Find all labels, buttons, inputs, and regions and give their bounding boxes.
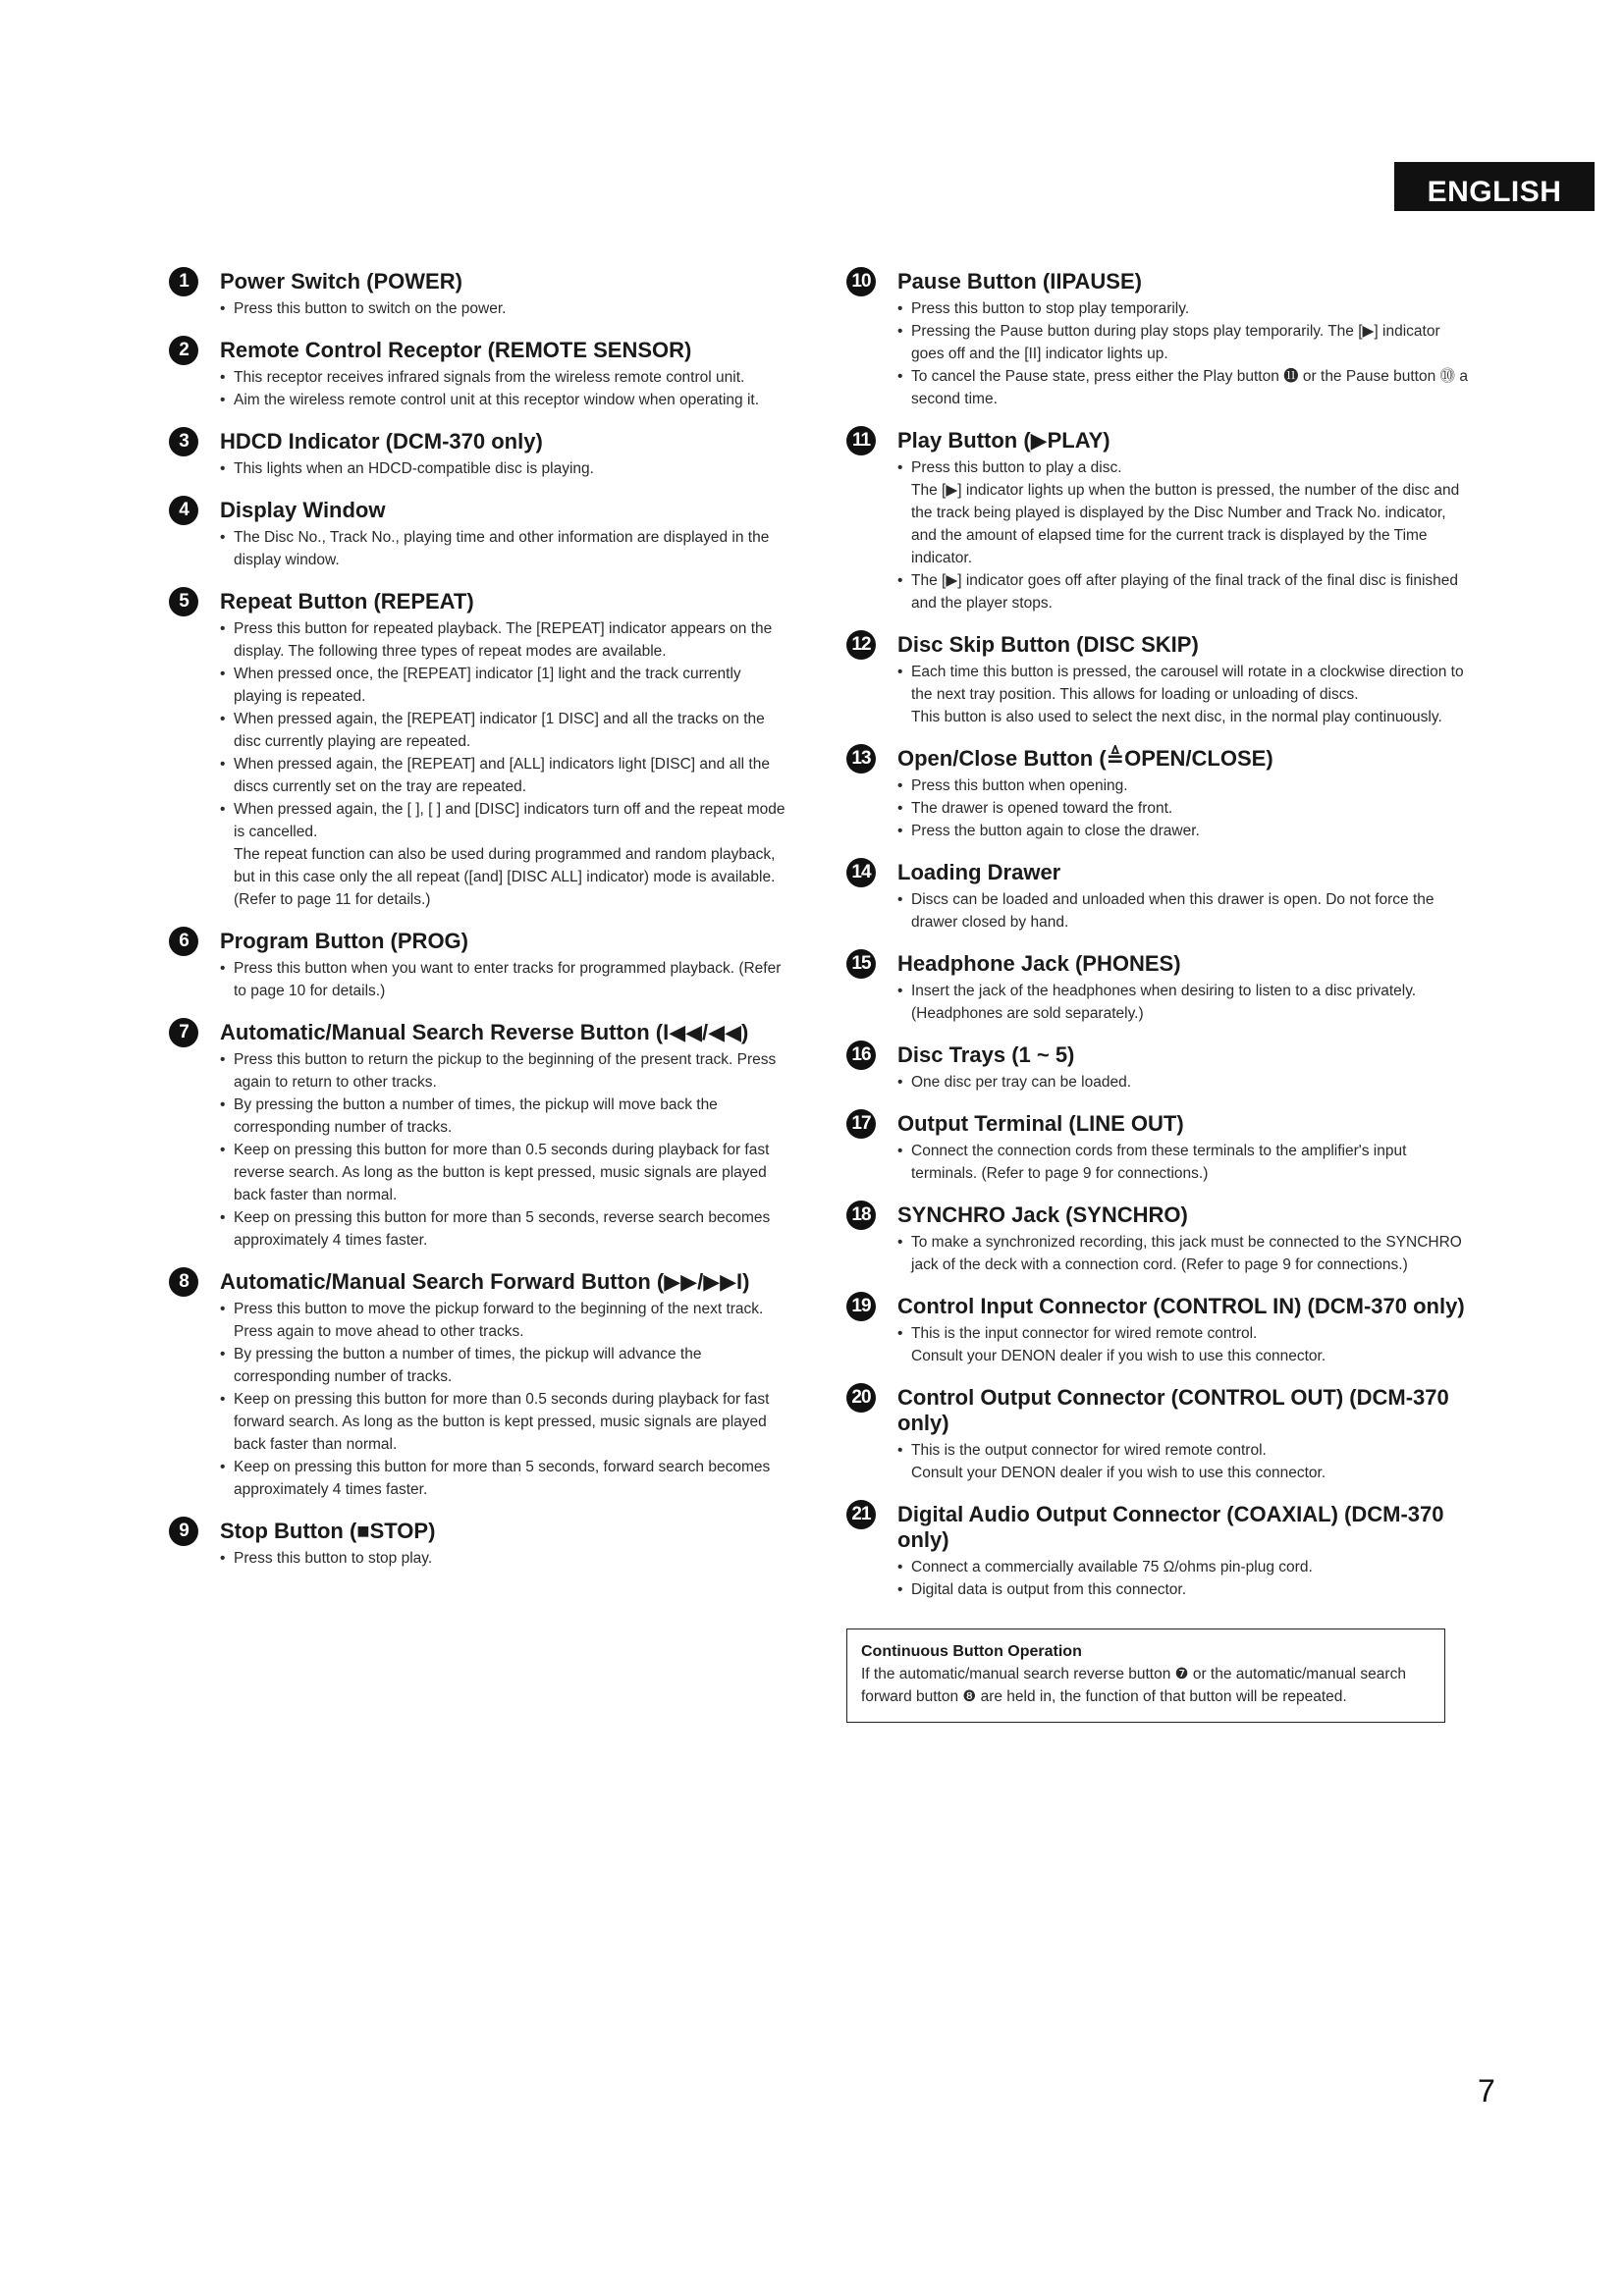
feature-description	[897, 456, 1475, 614]
feature-title: Control Input Connector (CONTROL IN) (DCM-370 only)	[897, 1294, 1465, 1318]
continuation-line: The [▶] indicator lights up when the button is pressed, the number of the disc and the track being played is displayed by the Disc Number and Track No. indicator, and the amount of elapsed time for the current track is displayed by the Time indicator.	[911, 482, 1460, 566]
feature-title: Power Switch (POWER)	[220, 269, 462, 294]
feature-header	[846, 1109, 1475, 1137]
bullet-line: • This is the output connector for wired remote control.	[897, 1439, 1475, 1462]
feature-item	[846, 1109, 1475, 1185]
feature-item	[169, 427, 793, 480]
right-column	[846, 267, 1475, 1723]
feature-item	[169, 1517, 793, 1570]
note-text: If the automatic/manual search reverse button ❼ or the automatic/manual search forward button ❽ are held in, the function of that button will be repeated.	[861, 1666, 1406, 1705]
feature-title: Pause Button (IIPAUSE)	[897, 269, 1142, 294]
feature-item	[169, 336, 793, 411]
bullet-line: • Press this button to return the pickup to the beginning of the present track. Press again to return to other tracks.	[220, 1048, 793, 1094]
bullet-line: • Keep on pressing this button for more than 5 seconds, forward search becomes approximately 4 times faster.	[220, 1456, 793, 1501]
feature-description	[897, 1140, 1475, 1185]
bullet-line: • By pressing the button a number of times, the pickup will advance the corresponding number of tracks.	[220, 1343, 793, 1388]
item-number-badge: 7	[169, 1018, 198, 1047]
item-number-badge: 3	[169, 427, 198, 456]
bullet-line: • Press this button to move the pickup forward to the beginning of the next track. Press again to move ahead to other tracks.	[220, 1298, 793, 1343]
feature-header	[846, 858, 1475, 885]
bullet-line: • When pressed once, the [REPEAT] indicator [1] light and the track currently playing is repeated.	[220, 663, 793, 708]
item-number-badge: 15	[846, 949, 876, 979]
feature-title: Open/Close Button (≜OPEN/CLOSE)	[897, 746, 1273, 771]
feature-description	[220, 957, 793, 1002]
feature-title: Digital Audio Output Connector (COAXIAL) (DCM-370 only)	[897, 1502, 1444, 1552]
feature-item	[846, 1041, 1475, 1094]
bullet-line: • Digital data is output from this connector.	[897, 1578, 1475, 1601]
bullet-line: • Discs can be loaded and unloaded when this drawer is open. Do not force the drawer closed by hand.	[897, 888, 1475, 934]
item-number-badge: 1	[169, 267, 198, 296]
bullet-line: • Connect a commercially available 75 Ω/ohms pin-plug cord.	[897, 1556, 1475, 1578]
feature-item	[846, 744, 1475, 842]
item-number-badge: 4	[169, 496, 198, 525]
item-number-badge: 11	[846, 426, 876, 455]
feature-header	[169, 587, 793, 614]
feature-description	[897, 661, 1475, 728]
feature-header	[169, 267, 793, 294]
feature-item	[846, 1292, 1475, 1367]
bullet-line: • The [▶] indicator goes off after playing of the final track of the final disc is finished and the player stops.	[897, 569, 1475, 614]
feature-title: Remote Control Receptor (REMOTE SENSOR)	[220, 338, 692, 362]
feature-header	[846, 1383, 1475, 1436]
bullet-line: • Keep on pressing this button for more than 0.5 seconds during playback for fast reverse search. As long as the button is kept pressed, music signals are played back faster than normal.	[220, 1139, 793, 1206]
item-number-badge: 2	[169, 336, 198, 365]
feature-header	[169, 1517, 793, 1544]
bullet-line: • Press this button when you want to enter tracks for programmed playback. (Refer to page 10 for details.)	[220, 957, 793, 1002]
feature-item	[169, 587, 793, 911]
feature-title: SYNCHRO Jack (SYNCHRO)	[897, 1202, 1188, 1227]
item-number-badge: 21	[846, 1500, 876, 1529]
right-items	[846, 267, 1475, 1601]
feature-item	[169, 927, 793, 1002]
feature-description	[220, 1298, 793, 1501]
feature-item	[846, 1201, 1475, 1276]
item-number-badge: 18	[846, 1201, 876, 1230]
feature-description	[897, 297, 1475, 410]
feature-description	[220, 1547, 793, 1570]
continuation-line: This button is also used to select the next disc, in the normal play continuously.	[911, 709, 1442, 725]
feature-header	[846, 949, 1475, 977]
bullet-line: • To cancel the Pause state, press either the Play button ⓫ or the Pause button ⓾ a second time.	[897, 365, 1475, 410]
bullet-line: • When pressed again, the [REPEAT] and [ALL] indicators light [DISC] and all the discs currently set on the tray are repeated.	[220, 753, 793, 798]
feature-item	[846, 630, 1475, 728]
feature-header	[846, 426, 1475, 454]
bullet-line: • Press this button when opening.	[897, 774, 1475, 797]
feature-header	[169, 427, 793, 454]
item-number-badge: 17	[846, 1109, 876, 1139]
continuation-line: The repeat function can also be used during programmed and random playback, but in this case only the all repeat ([and] [DISC ALL] indicator) mode is available.	[234, 846, 776, 885]
feature-description	[897, 1556, 1475, 1601]
language-tab: ENGLISH	[1394, 162, 1595, 211]
left-column	[169, 267, 793, 1585]
feature-title: Loading Drawer	[897, 860, 1061, 884]
feature-header	[846, 744, 1475, 772]
feature-title: Headphone Jack (PHONES)	[897, 951, 1181, 976]
feature-title: Automatic/Manual Search Forward Button (▶▶/▶▶I)	[220, 1269, 750, 1294]
item-number-badge: 20	[846, 1383, 876, 1413]
bullet-line: • Press this button for repeated playback. The [REPEAT] indicator appears on the display. The following three types of repeat modes are available.	[220, 617, 793, 663]
feature-description	[897, 1071, 1475, 1094]
item-number-badge: 5	[169, 587, 198, 616]
item-number-badge: 8	[169, 1267, 198, 1297]
feature-description	[220, 366, 793, 411]
feature-description	[897, 980, 1475, 1025]
feature-header	[169, 336, 793, 363]
bullet-line: • The drawer is opened toward the front.	[897, 797, 1475, 820]
feature-header	[169, 496, 793, 523]
bullet-line: • Press this button to stop play.	[220, 1547, 793, 1570]
feature-header	[846, 1500, 1475, 1553]
note-title: Continuous Button Operation	[861, 1643, 1082, 1660]
feature-item	[846, 949, 1475, 1025]
bullet-line: • Press this button to stop play temporarily.	[897, 297, 1475, 320]
feature-title: Play Button (▶PLAY)	[897, 428, 1110, 453]
feature-title: Stop Button (■STOP)	[220, 1519, 436, 1543]
item-number-badge: 6	[169, 927, 198, 956]
feature-header	[846, 1292, 1475, 1319]
feature-description	[220, 457, 793, 480]
feature-header	[169, 1018, 793, 1045]
item-number-badge: 13	[846, 744, 876, 774]
feature-description	[897, 1322, 1475, 1367]
bullet-line: • Each time this button is pressed, the carousel will rotate in a clockwise direction to the next tray position. This allows for loading or unloading of discs.	[897, 661, 1475, 706]
feature-description	[220, 1048, 793, 1252]
item-number-badge: 10	[846, 267, 876, 296]
bullet-line: • Connect the connection cords from these terminals to the amplifier's input terminals. (Refer to page 9 for connections.)	[897, 1140, 1475, 1185]
bullet-line: • The Disc No., Track No., playing time and other information are displayed in the display window.	[220, 526, 793, 571]
feature-title: Automatic/Manual Search Reverse Button (I◀◀/◀◀)	[220, 1020, 749, 1044]
feature-item	[169, 1018, 793, 1252]
feature-header	[846, 267, 1475, 294]
feature-description	[220, 297, 793, 320]
feature-title: Control Output Connector (CONTROL OUT) (DCM-370 only)	[897, 1385, 1449, 1435]
feature-header	[169, 927, 793, 954]
bullet-line: • This lights when an HDCD-compatible disc is playing.	[220, 457, 793, 480]
feature-description	[897, 1439, 1475, 1484]
bullet-line: • Aim the wireless remote control unit at this receptor window when operating it.	[220, 389, 793, 411]
page-number: 7	[1478, 2073, 1495, 2109]
feature-description	[897, 888, 1475, 934]
feature-title: HDCD Indicator (DCM-370 only)	[220, 429, 543, 454]
bullet-line: • This is the input connector for wired remote control.	[897, 1322, 1475, 1345]
bullet-line: • Press this button to switch on the power.	[220, 297, 793, 320]
feature-title: Disc Skip Button (DISC SKIP)	[897, 632, 1199, 657]
note-box	[846, 1629, 1445, 1723]
item-number-badge: 14	[846, 858, 876, 887]
feature-description	[220, 617, 793, 911]
bullet-line: • Press the button again to close the drawer.	[897, 820, 1475, 842]
item-number-badge: 9	[169, 1517, 198, 1546]
feature-item	[846, 1500, 1475, 1601]
bullet-line: • Press this button to play a disc.	[897, 456, 1475, 479]
continuation-line: Consult your DENON dealer if you wish to use this connector.	[911, 1348, 1326, 1364]
feature-item	[846, 267, 1475, 410]
item-number-badge: 19	[846, 1292, 876, 1321]
feature-item	[846, 858, 1475, 934]
feature-description	[897, 774, 1475, 842]
bullet-line: • When pressed again, the [ ], [ ] and [DISC] indicators turn off and the repeat mode is cancelled.	[220, 798, 793, 843]
bullet-line: • To make a synchronized recording, this jack must be connected to the SYNCHRO jack of the deck with a connection cord. (Refer to page 9 for connections.)	[897, 1231, 1475, 1276]
feature-header	[846, 1201, 1475, 1228]
continuation-line: Consult your DENON dealer if you wish to use this connector.	[911, 1465, 1326, 1481]
feature-item	[169, 496, 793, 571]
bullet-line: • One disc per tray can be loaded.	[897, 1071, 1475, 1094]
item-number-badge: 12	[846, 630, 876, 660]
bullet-line: • Keep on pressing this button for more than 0.5 seconds during playback for fast forward search. As long as the button is kept pressed, music signals are played back faster than normal.	[220, 1388, 793, 1456]
bullet-line: • By pressing the button a number of times, the pickup will move back the corresponding number of tracks.	[220, 1094, 793, 1139]
feature-item	[846, 426, 1475, 614]
bullet-line: • Insert the jack of the headphones when desiring to listen to a disc privately. (Headphones are sold separately.)	[897, 980, 1475, 1025]
feature-header	[846, 630, 1475, 658]
continuation-line: (Refer to page 11 for details.)	[234, 891, 431, 908]
feature-header	[846, 1041, 1475, 1068]
feature-title: Repeat Button (REPEAT)	[220, 589, 474, 614]
feature-item	[169, 1267, 793, 1501]
feature-item	[846, 1383, 1475, 1484]
feature-description	[220, 526, 793, 571]
bullet-line: • Pressing the Pause button during play stops play temporarily. The [▶] indicator goes off and the [II] indicator lights up.	[897, 320, 1475, 365]
feature-title: Display Window	[220, 498, 386, 522]
bullet-line: • Keep on pressing this button for more than 5 seconds, reverse search becomes approximately 4 times faster.	[220, 1206, 793, 1252]
feature-item	[169, 267, 793, 320]
bullet-line: • This receptor receives infrared signals from the wireless remote control unit.	[220, 366, 793, 389]
feature-title: Program Button (PROG)	[220, 929, 468, 953]
feature-description	[897, 1231, 1475, 1276]
feature-title: Output Terminal (LINE OUT)	[897, 1111, 1184, 1136]
feature-title: Disc Trays (1 ~ 5)	[897, 1042, 1075, 1067]
feature-header	[169, 1267, 793, 1295]
bullet-line: • When pressed again, the [REPEAT] indicator [1 DISC] and all the tracks on the disc currently playing are repeated.	[220, 708, 793, 753]
item-number-badge: 16	[846, 1041, 876, 1070]
